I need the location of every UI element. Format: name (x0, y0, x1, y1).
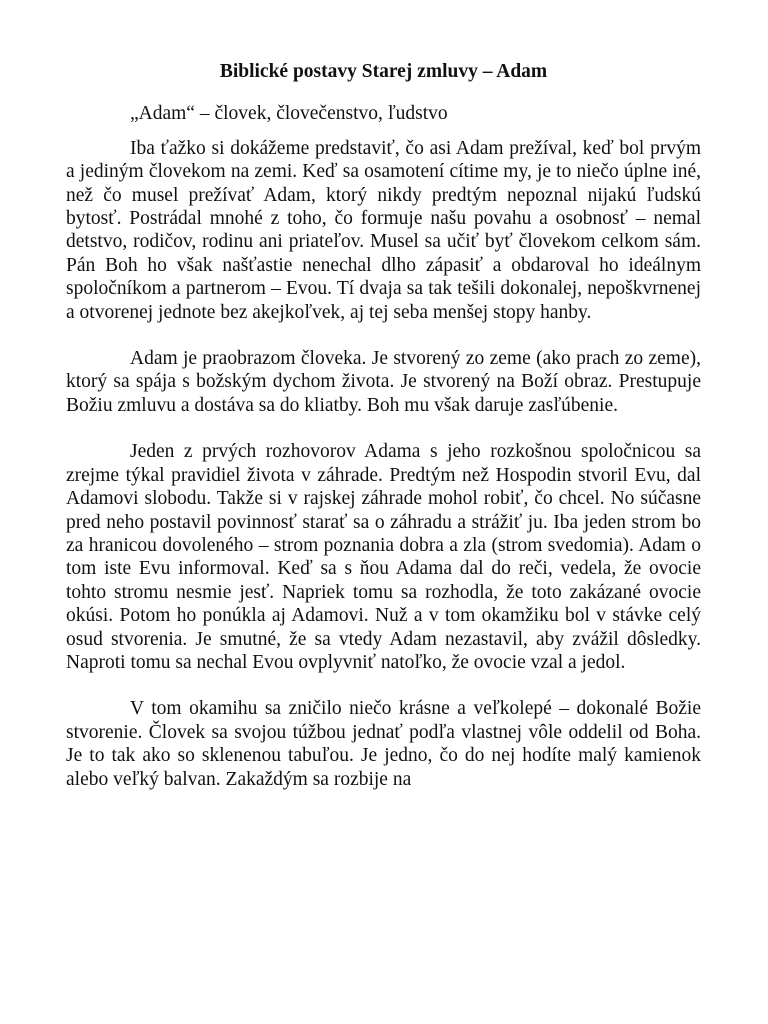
document-page (66, 60, 701, 791)
paragraph-3: Jeden z prvých rozhovorov Adama s jeho rozkošnou spoločnicou sa zrejme týkal pravidiel života v záhrade. Predtým než Hospodin stvoril Evu, dal Adamovi slobodu. Takže si v rajskej záhrade mohol robiť, čo chcel. No súčasne pred neho postavil povinnosť starať sa o záhradu a strážiť ju. Iba jeden strom bo za hranicou dovoleného – strom poznania dobra a zla (strom svedomia). Adam o tom iste Evu informoval. Keď sa s ňou Adama dal do reči, vedela, že ovocie tohto stromu nesmie jesť. Napriek tomu sa rozhodla, že toto zakázané ovocie okúsi. Potom ho ponúkla aj Adamovi. Nuž a v tom okamžiku bol v stávke celý osud stvorenia. Je smutné, že sa vtedy Adam nezastavil, aby zvážil dôsledky. Naproti tomu sa nechal Evou ovplyvniť natoľko, že ovocie vzal a jedol. (66, 441, 701, 673)
paragraph-4: V tom okamihu sa zničilo niečo krásne a veľkolepé – dokonalé Božie stvorenie. Človek sa svojou túžbou jednať podľa vlastnej vôle oddelil od Boha. Je to tak ako so sklenenou tabuľou. Je jedno, čo do nej hodíte malý kamienok alebo veľký balvan. Zakaždým sa rozbije na (66, 698, 701, 790)
document-title: Biblické postavy Starej zmluvy – Adam (219, 61, 548, 82)
paragraph-2: Adam je praobrazom človeka. Je stvorený zo zeme (ako prach zo zeme), ktorý sa spája s božským dychom života. Je stvorený na Boží obraz. Prestupuje Božiu zmluvu a dostáva sa do kliatby. Boh mu však daruje zasľúbenie. (66, 348, 701, 416)
paragraph-1: Iba ťažko si dokážeme predstaviť, čo asi Adam prežíval, keď bol prvým a jediným človekom na zemi. Keď sa osamotení cítime my, je to niečo úplne iné, než čo musel prežívať Adam, ktorý nikdy predtým nepoznal nijakú ľudskú bytosť. Postrádal mnohé z toho, čo formuje našu povahu a osobnosť – nemal detstvo, rodičov, rodinu ani priateľov. Musel sa učiť byť človekom celkom sám. Pán Boh ho však našťastie nenechal dlho zápasiť a obdaroval ho ideálnym spoločníkom a partnerom – Evou. Tí dvaja sa tak tešili dokonalej, nepoškvrnenej a otvorenej jednote bez akejkoľvek, aj tej seba menšej stopy hanby. (66, 137, 701, 323)
document-subtitle: „Adam“ – človek, človečenstvo, ľudstvo (130, 103, 448, 125)
